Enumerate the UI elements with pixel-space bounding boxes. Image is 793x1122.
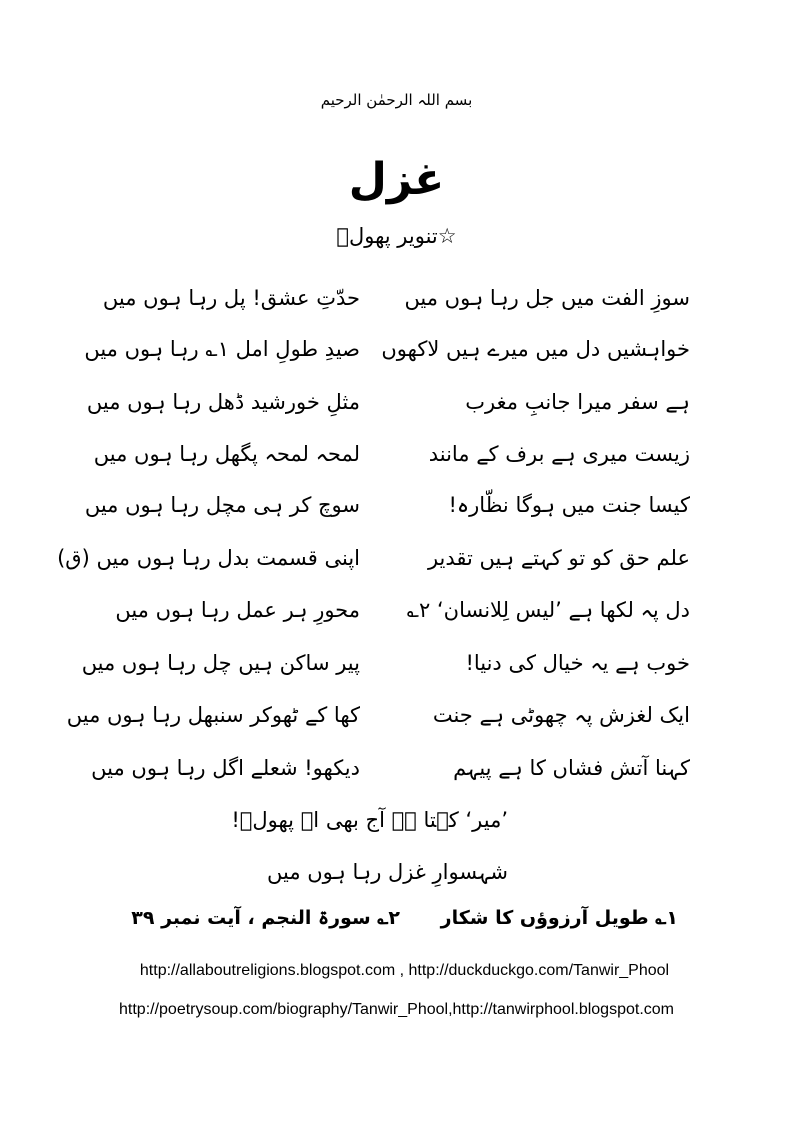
couplet-first-line: دل پہ لکھا ہے ’لیس لِلانسان‘ ۲؎ — [406, 598, 690, 622]
couplet-second-line: دیکھو! شعلے اگل رہا ہوں میں — [91, 756, 360, 780]
couplet-1 — [0, 280, 793, 320]
couplet-4 — [0, 436, 793, 476]
couplet-3 — [0, 384, 793, 424]
footnote-one: ۱؎ طویل آرزوؤں کا شکار — [440, 907, 678, 929]
couplet-first-line: کہنا آتش فشاں کا ہے پیہم — [453, 756, 690, 780]
couplet-second-line: محورِ ہر عمل رہا ہوں میں — [115, 598, 360, 622]
couplet-first-line: سوزِ الفت میں جل رہا ہوں میں — [404, 286, 690, 310]
couplet-first-line: کیسا جنت میں ہوگا نظّارہ! — [448, 493, 690, 517]
couplet-second-line: مثلِ خورشید ڈھل رہا ہوں میں — [86, 390, 360, 414]
couplet-second-line: حدّتِ عشق! پل رہا ہوں میں — [102, 286, 360, 310]
couplet-second-line: صیدِ طولِ امل ۱؎ رہا ہوں میں — [84, 337, 360, 361]
couplet-second-line: کھا کے ٹھوکر سنبھل رہا ہوں میں — [66, 703, 360, 727]
couplet-second-line: پیر ساکن ہیں چل رہا ہوں میں — [81, 651, 360, 675]
links-line-2: http://poetrysoup.com/biography/Tanwir_Phool,http://tanwirphool.blogspot.com — [119, 1001, 674, 1018]
couplet-first-line: علم حق کو تو کہتے ہیں تقدیر — [427, 546, 690, 570]
couplet-9 — [0, 697, 793, 737]
couplet-first-line: ہے سفر میرا جانبِ مغرب — [465, 390, 690, 414]
couplet-first-line: ایک لغزش پہ چھوٹی ہے جنت — [432, 703, 690, 727]
couplet-first-line: زیست میری ہے برف کے مانند — [428, 442, 690, 466]
couplet-second-line: لمحہ لمحہ پگھل رہا ہوں میں — [93, 442, 360, 466]
couplet-second-line: اپنی قسمت بدل رہا ہوں میں (ق) — [57, 546, 360, 570]
maqta-first-line: ’میر‘ کہتا ہے آج بھی اے پھولؔ! — [231, 808, 508, 832]
couplet-8 — [0, 645, 793, 685]
couplet-7 — [0, 592, 793, 632]
maqta-second-line: شہسوارِ غزل رہا ہوں میں — [267, 860, 508, 884]
couplet-6 — [0, 540, 793, 580]
couplet-2 — [0, 331, 793, 371]
couplet-second-line: سوچ کر ہی مچل رہا ہوں میں — [84, 493, 360, 517]
couplet-first-line: خواہشیں دل میں میرے ہیں لاکھوں — [381, 337, 690, 361]
footnote-two: ۲؎ سورۃ النجم ، آیت نمبر ۳۹ — [131, 907, 400, 929]
page-title: غزل — [348, 154, 445, 205]
couplet-10 — [0, 750, 793, 790]
couplet-5 — [0, 487, 793, 527]
couplet-first-line: خوب ہے یہ خیال کی دنیا! — [465, 651, 690, 675]
bismillah-heading: بسم اللہ الرحمٰن الرحیم — [320, 91, 473, 109]
links-line-1: http://allaboutreligions.blogspot.com , http://duckduckgo.com/Tanwir_Phool — [139, 962, 670, 979]
poet-name: ☆تنویر پھولؔ — [336, 224, 457, 248]
